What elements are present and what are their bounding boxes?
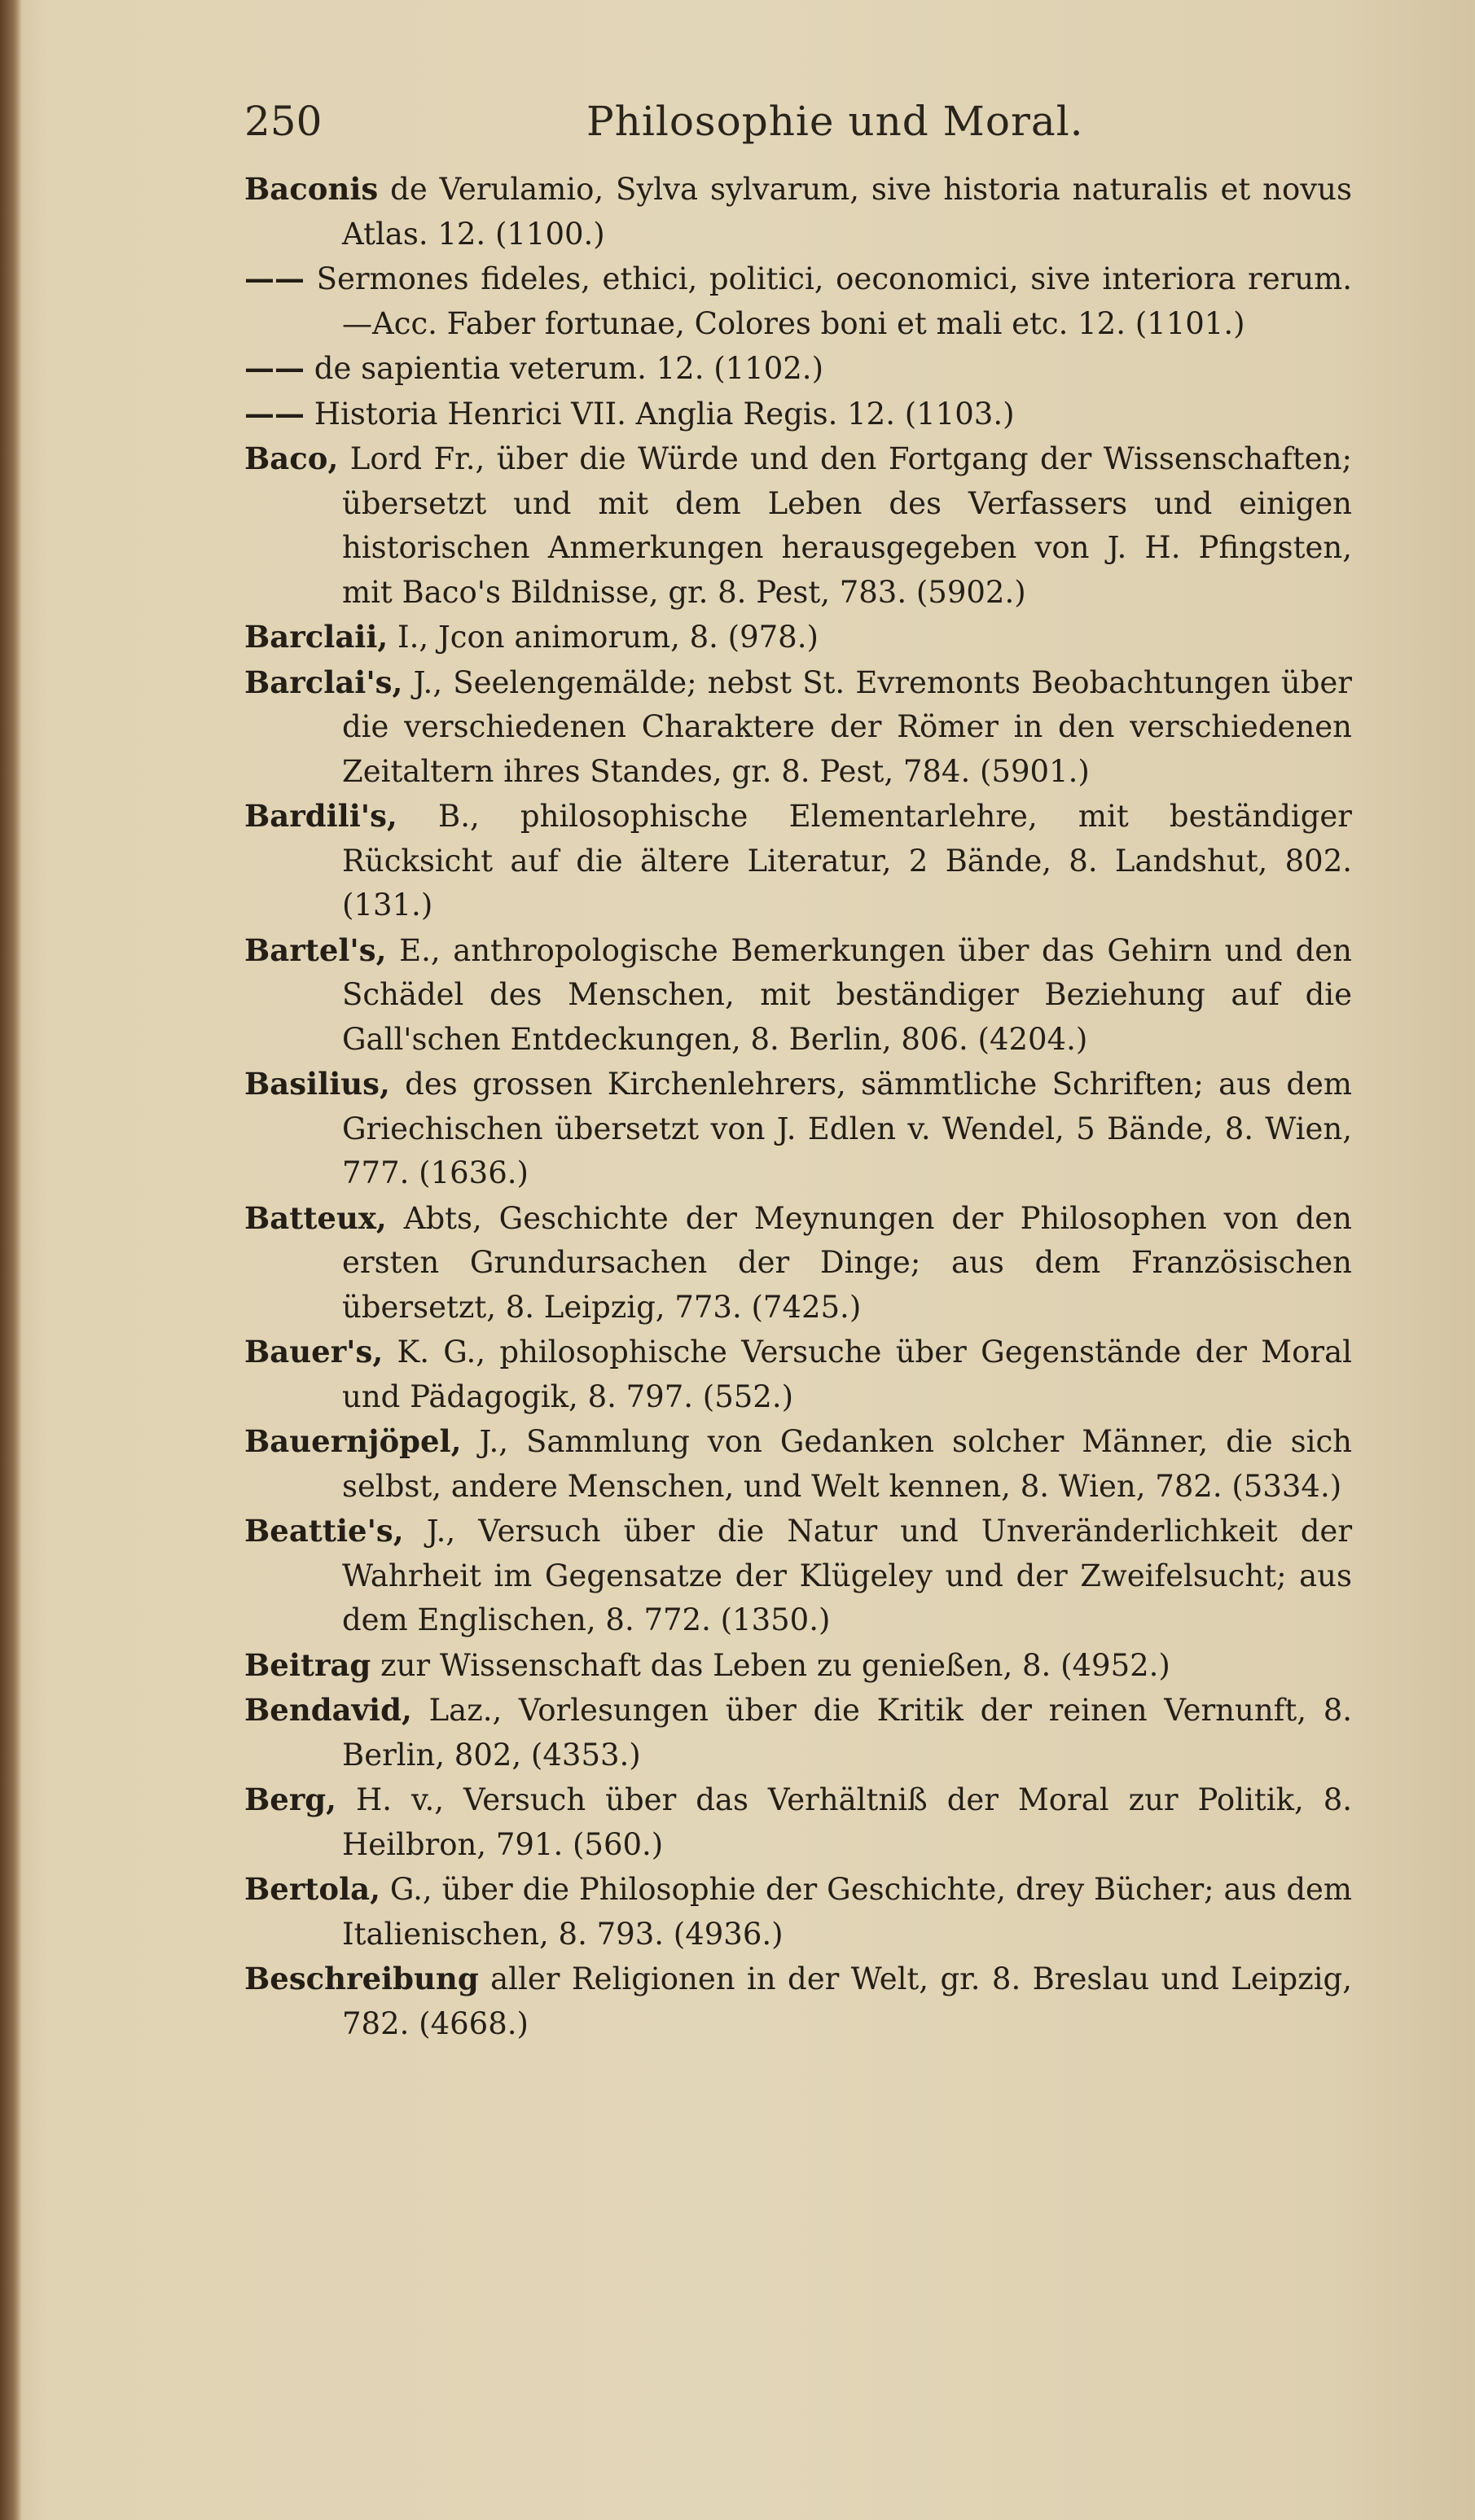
catalog-entry: Barclai's, J., Seelengemälde; nebst St. Evremonts Beobachtungen über die verschiedenen Charaktere der Römer in den verschiedenen Zeitaltern ihres Standes, gr. 8. Pest, 784. (5901.) xyxy=(244,664,1352,789)
catalog-entry: Bendavid, Laz., Vorlesungen über die Kritik der reinen Vernunft, 8. Berlin, 802, (4353.) xyxy=(244,1692,1352,1773)
catalog-entry: Baco, Lord Fr., über die Würde und den Fortgang der Wissenschaften; übersetzt und mit dem Leben des Verfassers und einigen historischen Anmerkungen herausgegeben von J. H. Pfingsten, mit Baco's Bildnisse, gr. 8. Pest, 783. (5902.) xyxy=(244,440,1352,610)
running-head: Philosophie und Moral. xyxy=(586,98,1084,145)
catalog-entry: Bardili's, B., philosophische Elementarlehre, mit beständiger Rücksicht auf die ältere Literatur, 2 Bände, 8. Landshut, 802. (131.) xyxy=(244,798,1352,923)
catalog-entry: Bauer's, K. G., philosophische Versuche über Gegenstände der Moral und Pädagogik, 8. 797. (552.) xyxy=(244,1334,1352,1414)
catalog-entry: —— de sapientia veterum. 12. (1102.) xyxy=(244,350,824,386)
page-number: 250 xyxy=(244,98,323,145)
catalog-entry: Barclaii, I., Jcon animorum, 8. (978.) xyxy=(244,619,819,655)
page-binding-edge xyxy=(0,0,21,2520)
catalog-entry: Baconis de Verulamio, Sylva sylvarum, sive historia naturalis et novus Atlas. 12. (1100.) xyxy=(244,171,1352,252)
catalog-entry: Basilius, des grossen Kirchenlehrers, sämmtliche Schriften; aus dem Griechischen übersetzt von J. Edlen v. Wendel, 5 Bände, 8. Wien, 777. (1636.) xyxy=(244,1066,1352,1190)
catalog-entry: Beschreibung aller Religionen in der Welt, gr. 8. Breslau und Leipzig, 782. (4668.) xyxy=(244,1961,1352,2041)
catalog-entry: Bartel's, E., anthropologische Bemerkungen über das Gehirn und den Schädel des Menschen, mit beständiger Beziehung auf die Gall'schen Entdeckungen, 8. Berlin, 806. (4204.) xyxy=(244,931,1352,1057)
catalog-entry: Bauernjöpel, J., Sammlung von Gedanken solcher Männer, die sich selbst, andere Menschen, und Welt kennen, 8. Wien, 782. (5334.) xyxy=(244,1423,1352,1504)
catalog-list xyxy=(244,167,1352,2046)
page-header xyxy=(244,98,1385,163)
catalog-entry: —— Sermones fideles, ethici, politici, oeconomici, sive interiora rerum. —Acc. Faber fortunae, Colores boni et mali etc. 12. (1101.) xyxy=(244,261,1352,341)
catalog-entry: Berg, H. v., Versuch über das Verhältniß der Moral zur Politik, 8. Heilbron, 791. (560.) xyxy=(244,1782,1352,1862)
catalog-entry: Bertola, G., über die Philosophie der Geschichte, drey Bücher; aus dem Italienischen, 8. 793. (4936.) xyxy=(244,1871,1352,1952)
catalog-entry: Batteux, Abts, Geschichte der Meynungen der Philosophen von den ersten Grundursachen der Dinge; aus dem Französischen übersetzt, 8. Leipzig, 773. (7425.) xyxy=(244,1199,1352,1325)
catalog-entry: —— Historia Henrici VII. Anglia Regis. 12. (1103.) xyxy=(244,395,1015,432)
catalog-entry: Beitrag zur Wissenschaft das Leben zu genießen, 8. (4952.) xyxy=(244,1646,1170,1683)
catalog-entry: Beattie's, J., Versuch über die Natur und Unveränderlichkeit der Wahrheit im Gegensatze der Klügeley und der Zweifelsucht; aus dem Englischen, 8. 772. (1350.) xyxy=(244,1513,1352,1637)
